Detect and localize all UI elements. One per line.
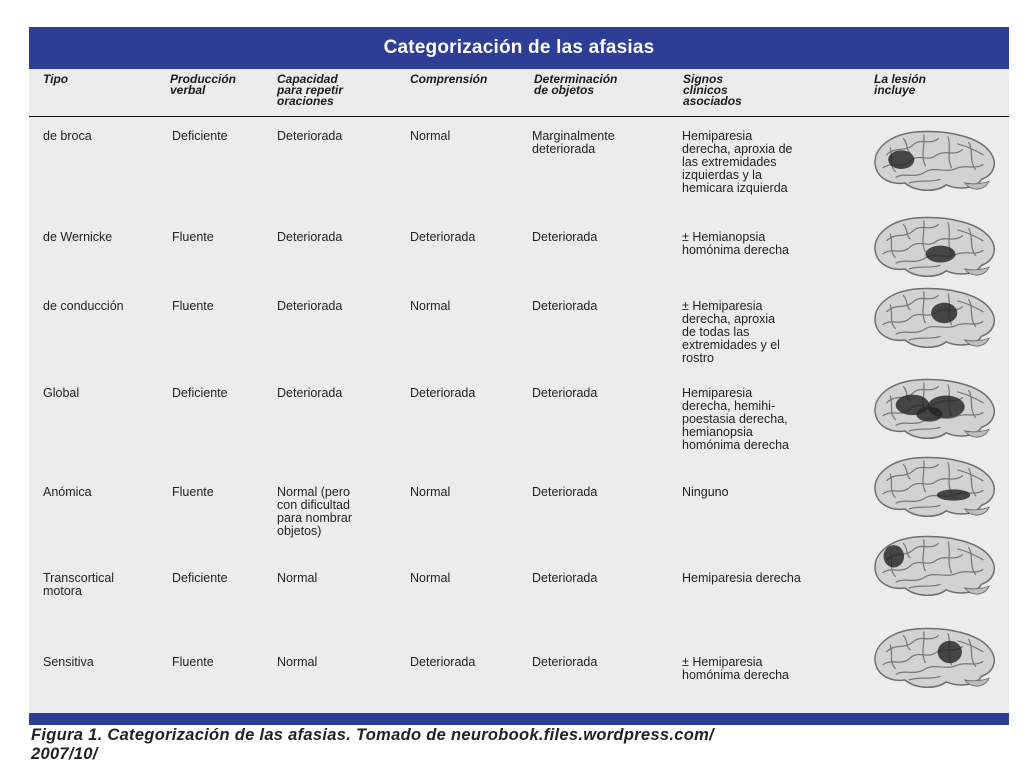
- cell-tipo: Global: [43, 386, 80, 400]
- brain-lesion-temporal-icon: [865, 213, 1001, 283]
- cell-capacidad: Normal: [277, 655, 318, 669]
- cell-produccion: Deficiente: [172, 571, 228, 585]
- cell-tipo: Transcortical motora: [43, 571, 115, 598]
- brain-lesion-frontal-icon: [865, 127, 1001, 197]
- brain-lesion-inferior-temporal-icon: [865, 453, 1001, 523]
- cell-capacidad: Deteriorada: [277, 230, 343, 244]
- cell-produccion: Fluente: [172, 299, 214, 313]
- cell-determinacion: Deteriorada: [532, 655, 598, 669]
- cell-signos: ± Hemiparesia derecha, aproxia de todas las extremidades y el rostro: [682, 299, 780, 365]
- cell-tipo: de broca: [43, 129, 92, 143]
- cell-capacidad: Normal (pero con dificultad para nombrar objetos): [277, 485, 353, 538]
- brain-lesion-prefrontal-icon: [865, 532, 1001, 602]
- aphasia-table-figure: [29, 27, 1009, 725]
- cell-signos: Hemiparesia derecha: [682, 571, 801, 585]
- cell-comprension: Deteriorada: [410, 386, 476, 400]
- cell-produccion: Deficiente: [172, 386, 228, 400]
- cell-determinacion: Deteriorada: [532, 571, 598, 585]
- cell-determinacion: Deteriorada: [532, 485, 598, 499]
- brain-lesion-parietal-icon: [865, 284, 1001, 354]
- table-body: [29, 117, 1009, 713]
- cell-signos: Hemiparesia derecha, aproxia de las extremidades izquierdas y la hemicara izquierda: [682, 129, 793, 195]
- cell-capacidad: Deteriorada: [277, 129, 343, 143]
- cell-comprension: Normal: [410, 299, 451, 313]
- header-signos: Signos clínicos asociados: [683, 72, 742, 108]
- cell-tipo: Anómica: [43, 485, 92, 499]
- cell-determinacion: Deteriorada: [532, 386, 598, 400]
- cell-tipo: Sensitiva: [43, 655, 94, 669]
- cell-comprension: Normal: [410, 485, 451, 499]
- cell-capacidad: Deteriorada: [277, 299, 343, 313]
- cell-produccion: Fluente: [172, 230, 214, 244]
- cell-comprension: Deteriorada: [410, 230, 476, 244]
- cell-signos: ± Hemiparesia homónima derecha: [682, 655, 790, 682]
- cell-signos: ± Hemianopsia homónima derecha: [682, 230, 790, 257]
- cell-comprension: Deteriorada: [410, 655, 476, 669]
- brain-lesion-parieto-occipital-icon: [865, 624, 1001, 694]
- table-title: Categorización de las afasias: [29, 27, 1009, 69]
- cell-determinacion: Deteriorada: [532, 230, 598, 244]
- cell-tipo: de conducción: [43, 299, 124, 313]
- header-tipo: Tipo: [43, 72, 69, 86]
- cell-produccion: Fluente: [172, 655, 214, 669]
- header-lesion: La lesión incluye: [874, 72, 927, 97]
- header-comprension: Comprensión: [410, 72, 488, 86]
- cell-determinacion: Deteriorada: [532, 299, 598, 313]
- cell-tipo: de Wernicke: [43, 230, 113, 244]
- cell-signos: Hemiparesia derecha, hemihi- poestasia derecha, hemianopsia homónima derecha: [682, 386, 790, 452]
- cell-signos: Ninguno: [682, 485, 729, 499]
- cell-determinacion: Marginalmente deteriorada: [532, 129, 615, 156]
- header-capacidad: Capacidad para repetir oraciones: [277, 72, 344, 108]
- header-produccion: Producción verbal: [170, 72, 237, 97]
- cell-capacidad: Normal: [277, 571, 318, 585]
- cell-produccion: Deficiente: [172, 129, 228, 143]
- cell-capacidad: Deteriorada: [277, 386, 343, 400]
- figure-caption: Figura 1. Categorización de las afasias. Tomado de neurobook.files.wordpress.com/ 2007/10/: [31, 726, 714, 763]
- header-determinacion: Determinación de objetos: [534, 72, 618, 97]
- table-header-row: [29, 69, 1009, 117]
- cell-produccion: Fluente: [172, 485, 214, 499]
- cell-comprension: Normal: [410, 129, 451, 143]
- cell-comprension: Normal: [410, 571, 451, 585]
- brain-lesion-global-icon: [865, 375, 1001, 445]
- table-bottom-bar: [29, 713, 1009, 725]
